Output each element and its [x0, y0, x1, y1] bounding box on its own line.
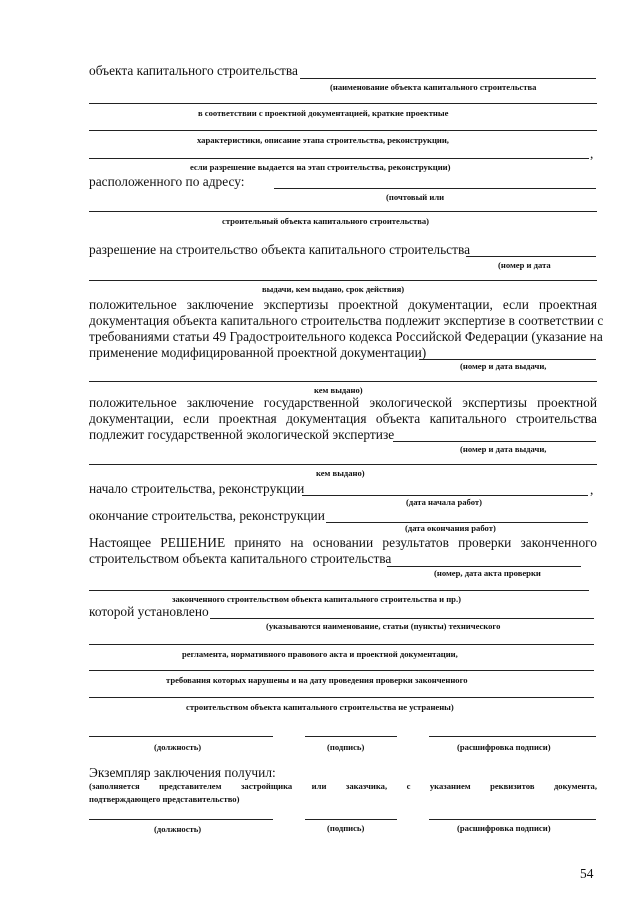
established-line-4[interactable] [89, 697, 594, 698]
end-label: окончание строительства, реконструкции [89, 508, 325, 523]
expertise-line-4: применение модифицированной проектной документации) [89, 345, 427, 360]
permit-field[interactable] [466, 256, 596, 257]
established-hint-3: требования которых нарушены и на дату проведения проверки законченного [166, 675, 468, 685]
established-hint: (указываются наименование, статьи (пункты) технического [266, 621, 501, 631]
decision-field[interactable] [387, 566, 581, 567]
address-label: расположенного по адресу: [89, 174, 245, 189]
established-line-2[interactable] [89, 644, 594, 645]
decision-line-2: строительством объекта капитального строительства [89, 551, 392, 566]
address-field[interactable] [274, 188, 596, 189]
decision-hint: (номер, дата акта проверки [434, 568, 541, 578]
address-line-2[interactable] [89, 211, 597, 212]
signature-field[interactable] [305, 736, 397, 737]
position-hint: (должность) [154, 742, 202, 752]
eco-line-1: положительное заключение государственной экологической экспертизы проектной [89, 395, 597, 410]
copy-position-field[interactable] [89, 819, 273, 820]
copy-decode-field[interactable] [429, 819, 596, 820]
established-label: которой установлено [89, 604, 209, 619]
decision-line-3[interactable] [89, 590, 589, 591]
expertise-line-5[interactable] [89, 381, 597, 382]
copy-hint-1: (заполняется представителем застройщика или заказчика, с указанием реквизитов документа, [89, 781, 597, 791]
decode-field[interactable] [429, 736, 596, 737]
object-hint-4: если разрешение выдается на этап строительства, реконструкции) [190, 162, 451, 172]
copy-position-hint: (должность) [154, 824, 202, 834]
address-hint-2: строительный объекта капитального строительства) [222, 216, 430, 226]
established-hint-4: строительством объекта капитального строительства не устранены) [186, 702, 454, 712]
permit-hint: (номер и дата [498, 260, 551, 270]
eco-field[interactable] [393, 441, 596, 442]
copy-hint-2: подтверждающего представительство) [89, 794, 240, 804]
established-field[interactable] [210, 618, 594, 619]
start-field[interactable] [302, 495, 588, 496]
copy-label: Экземпляр заключения получил: [89, 765, 276, 780]
copy-decode-hint: (расшифровка подписи) [457, 823, 551, 833]
object-label: объекта капитального строительства [89, 63, 298, 78]
position-field[interactable] [89, 736, 273, 737]
start-hint: (дата начала работ) [406, 497, 482, 507]
eco-line-3: подлежит государственной экологической экспертизе [89, 427, 395, 442]
start-label: начало строительства, реконструкции [89, 481, 305, 496]
expertise-hint-2: кем выдано) [314, 385, 363, 395]
permit-line-2[interactable] [89, 280, 597, 281]
expertise-line-2: документация объекта капитального строительства подлежит экспертизе в соответствии с [89, 313, 604, 328]
address-hint: (почтовый или [386, 192, 445, 202]
established-hint-2: регламента, нормативного правового акта и проектной документации, [182, 649, 458, 659]
object-name-field[interactable] [300, 78, 596, 79]
permit-hint-2: выдачи, кем выдано, срок действия) [262, 284, 405, 294]
expertise-hint: (номер и дата выдачи, [460, 361, 547, 371]
copy-signature-field[interactable] [305, 819, 397, 820]
permit-label: разрешение на строительство объекта капитального строительства [89, 242, 471, 257]
expertise-field[interactable] [419, 359, 596, 360]
eco-hint-2: кем выдано) [316, 468, 365, 478]
object-hint-2: в соответствии с проектной документацией, краткие проектные [198, 108, 449, 118]
decision-line-1: Настоящее РЕШЕНИЕ принято на основании результатов проверки законченного [89, 535, 597, 550]
expertise-line-1: положительное заключение экспертизы проектной документации, если проектная [89, 297, 597, 312]
object-hint: (наименование объекта капитального строительства [330, 82, 537, 92]
expertise-line-3: требованиями статьи 49 Градостроительного кодекса Российской Федерации (указание на [89, 329, 603, 344]
page-number: 54 [580, 866, 594, 881]
decode-hint: (расшифровка подписи) [457, 742, 551, 752]
object-line-2[interactable] [89, 103, 597, 104]
eco-line-2: документации, если проектная документация объекта капитального строительства [89, 411, 597, 426]
copy-signature-hint: (подпись) [327, 823, 365, 833]
end-hint: (дата окончания работ) [405, 523, 496, 533]
eco-hint: (номер и дата выдачи, [460, 444, 547, 454]
object-line-3[interactable] [89, 130, 597, 131]
object-line-4[interactable] [89, 158, 589, 159]
eco-line-4[interactable] [89, 464, 597, 465]
object-hint-3: характеристики, описание этапа строительства, реконструкции, [197, 135, 449, 145]
signature-hint: (подпись) [327, 742, 365, 752]
established-line-3[interactable] [89, 670, 594, 671]
decision-hint-2: законченного строительством объекта капитального строительства и пр.) [172, 594, 461, 604]
